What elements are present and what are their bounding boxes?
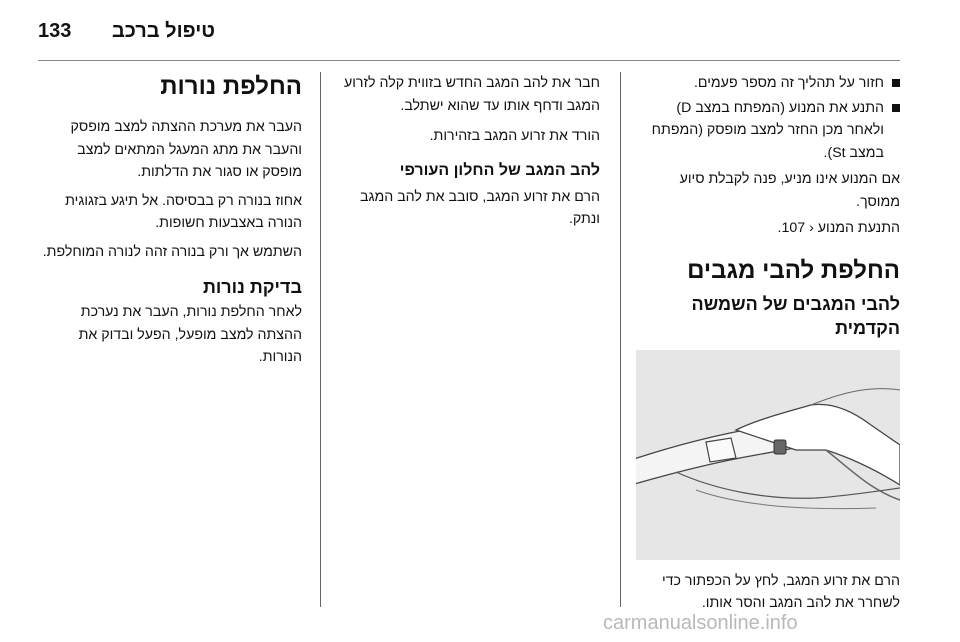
figure-caption: הרם את זרוע המגב, לחץ על הכפתור כדי לשחרר את להב המגב והסר אותו. bbox=[662, 572, 900, 611]
running-header-title: טיפול ברכב bbox=[112, 20, 216, 42]
para-attach-blade: חבר את להב המגב החדש בזווית קלה לזרוע המגב ודחף אותו עד שהוא ישתלב. bbox=[343, 75, 600, 114]
watermark: carmanualsonline.info bbox=[603, 612, 798, 634]
cross-reference: התנעת המנוע ‹ 107. bbox=[777, 220, 900, 236]
para-same-bulb: השתמש אך ורק בנורה זהה לנורה המוחלפת. bbox=[42, 243, 302, 260]
subsection-title-windscreen: להבי המגבים של השמשה הקדמית bbox=[691, 293, 900, 338]
para-hold-bulb: אחוז בנורה רק בבסיסה. אל תיגע בזגוגית הנורה באצבעות חשופות. bbox=[65, 192, 302, 231]
para-check-bulbs: לאחר החלפת נורות, העבר את נערכת ההצתה למצב מופעל, הפעל ובדוק את הנורות. bbox=[78, 304, 302, 365]
note-garage: אם המנוע אינו מניע, פנה לקבלת סיוע ממוסך. bbox=[679, 171, 900, 210]
page-number: 133 bbox=[38, 20, 72, 42]
para-lower-arm: הורד את זרוע המגב בזהירות. bbox=[429, 128, 600, 144]
right-column bbox=[636, 72, 900, 615]
heading-check-bulbs: בדיקת נורות bbox=[202, 277, 302, 297]
bullet-repeat: חזור על תהליך זה מספר פעמים. bbox=[636, 72, 900, 95]
column-divider-left bbox=[320, 72, 321, 607]
header-rule bbox=[38, 60, 900, 61]
section-title-wiper: החלפת להבי מגבים bbox=[687, 256, 900, 284]
column-divider-right bbox=[620, 72, 621, 607]
section-title-bulbs: החלפת נורות bbox=[160, 73, 302, 100]
bullet-start-engine: התנע את המנוע (המפתח במצב D) ולאחר מכן החזר למצב מופסק (המפתח במצב St). bbox=[636, 97, 900, 165]
wiper-blade-drawing bbox=[636, 350, 900, 560]
middle-column bbox=[336, 72, 600, 231]
heading-rear-wiper: להב המגב של החלון העורפי bbox=[399, 161, 600, 179]
para-switch-off: העבר את מערכת ההצתה למצב מופסק והעבר את מתג המעגל המתאים למצב מופסק או סגור את הדלתות. bbox=[70, 119, 302, 180]
left-column bbox=[38, 72, 302, 369]
para-rear-wiper: הרם את זרוע המגב, סובב את להב המגב ונתק. bbox=[360, 188, 600, 227]
wiper-blade-illustration bbox=[636, 350, 900, 560]
